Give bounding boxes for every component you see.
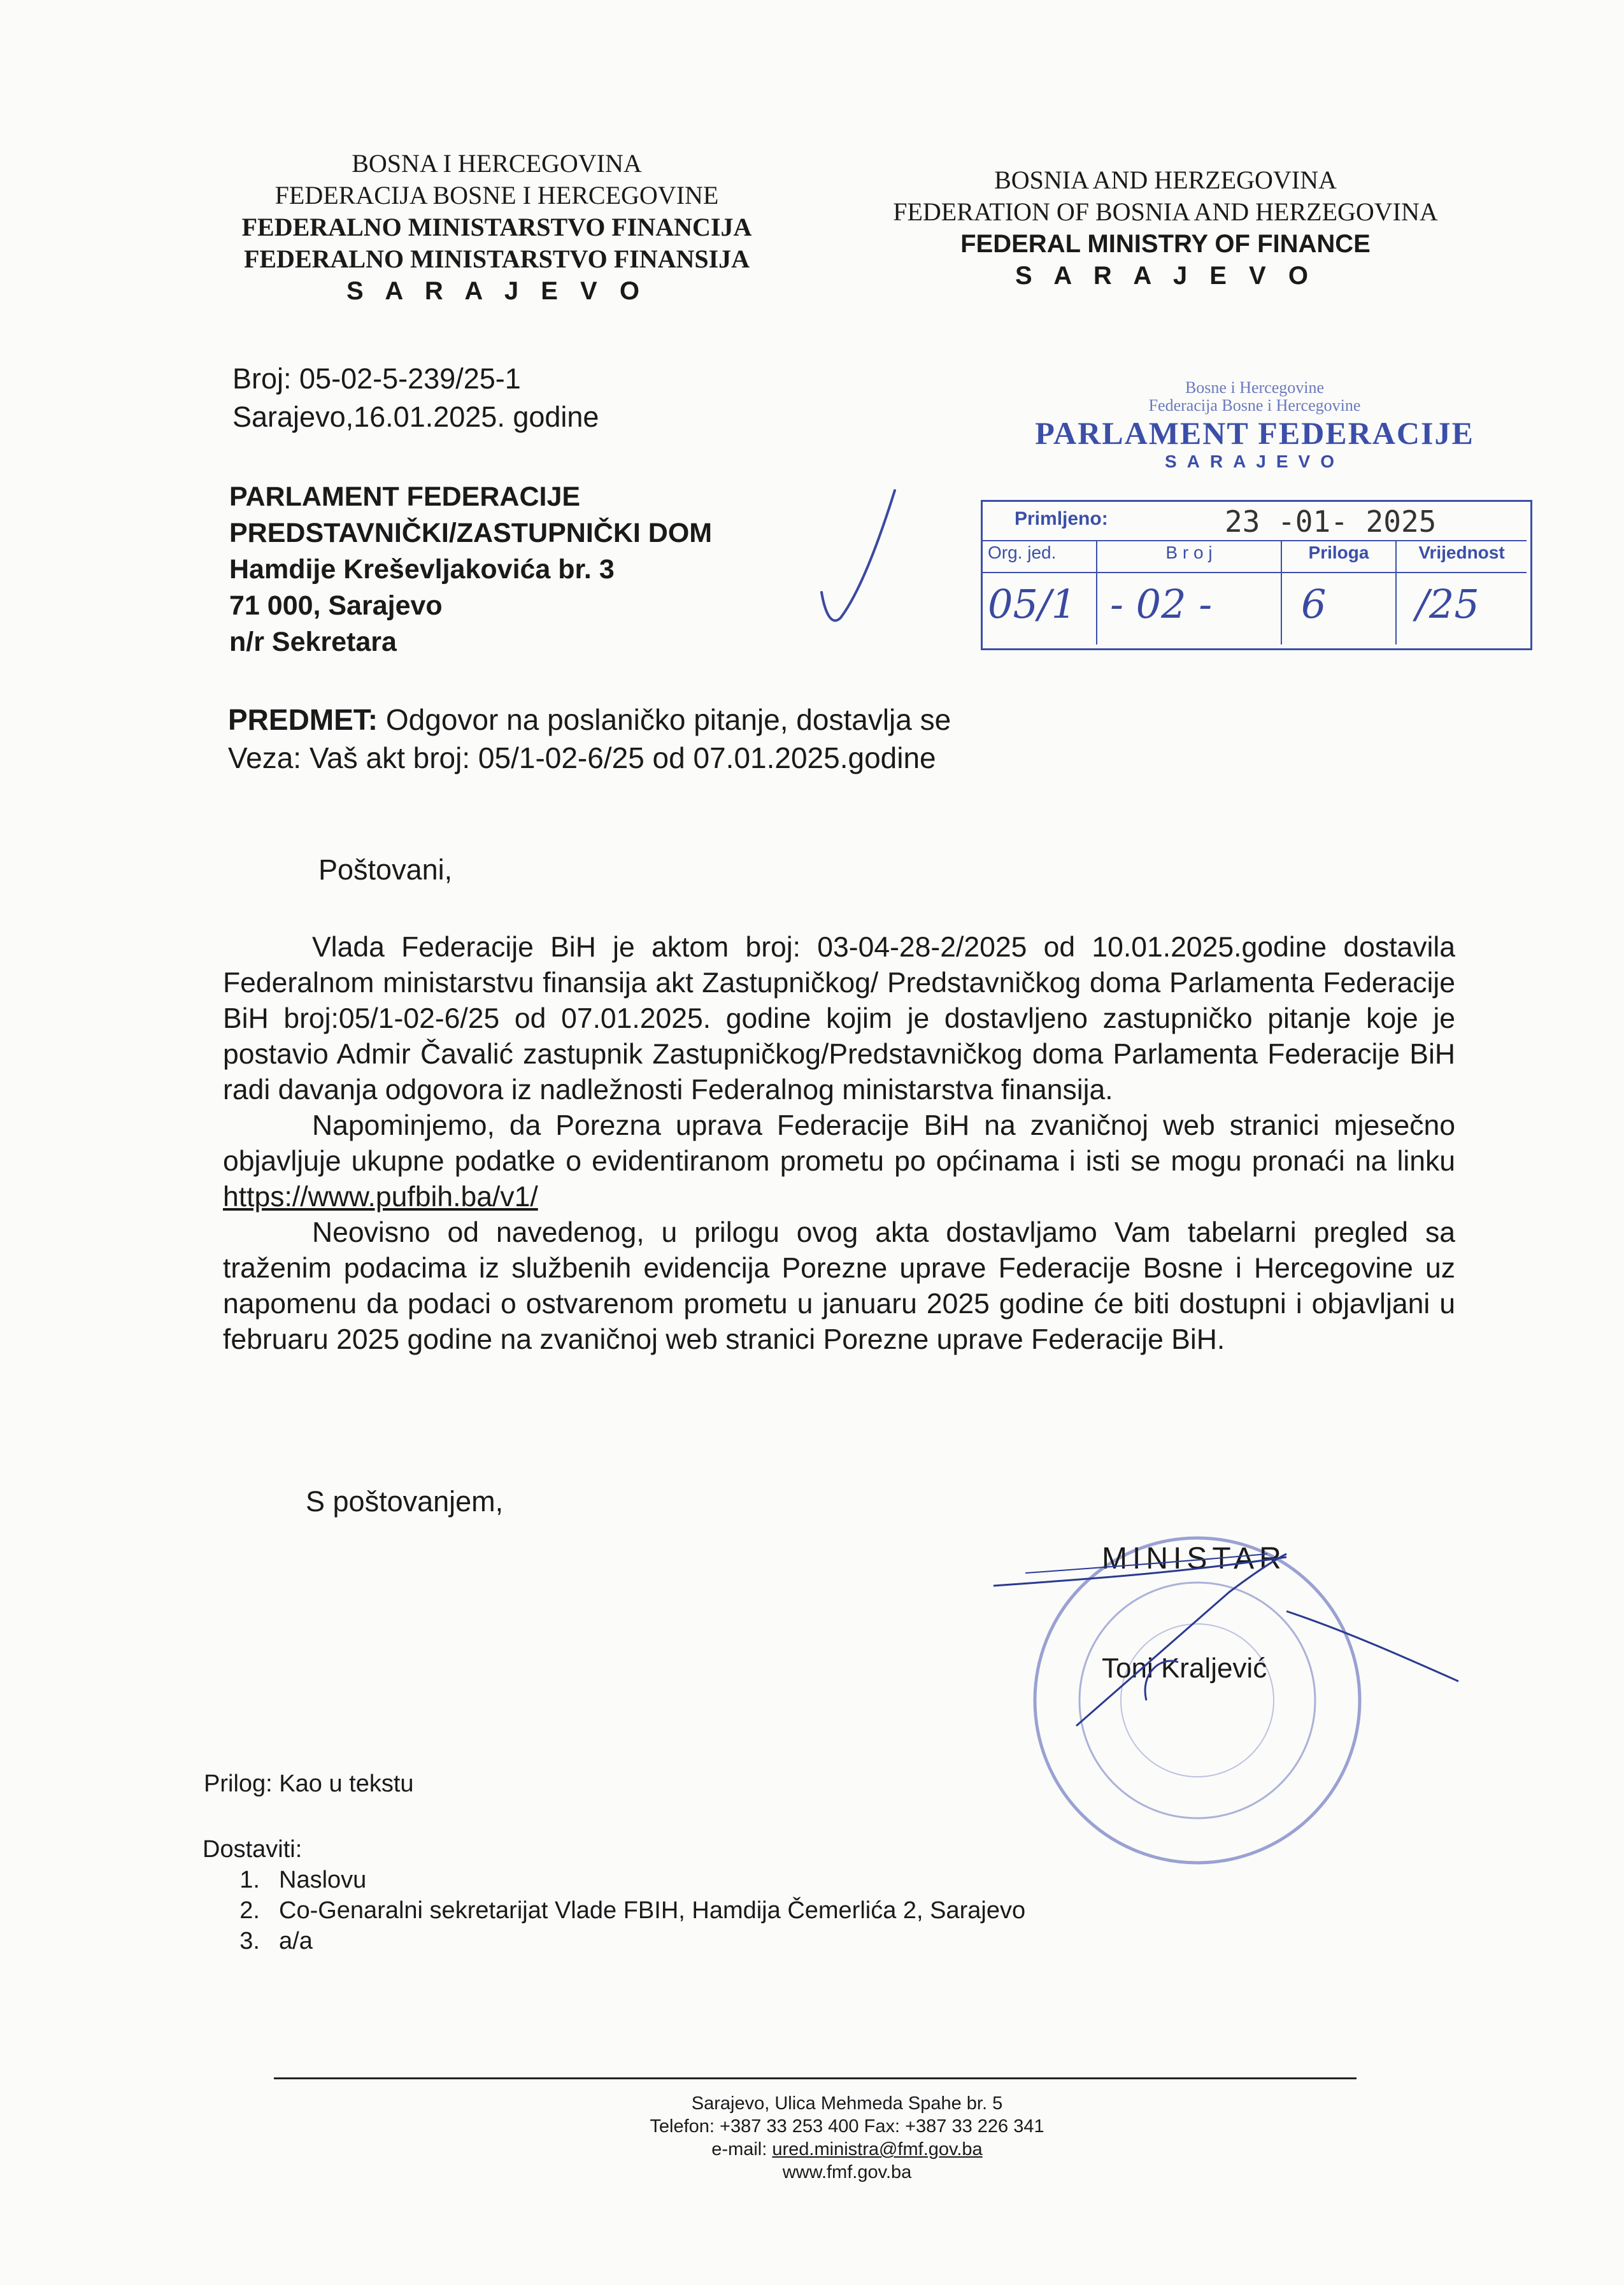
delivery-item [203,1926,1025,1956]
body-paragraph-2-text: Napominjemo, da Porezna uprava Federacije BiH na zvaničnoj web stranici mjesečno objavljuje ukupne podatke o evidentiranom prometu po općinama i isti se mogu pronaći na linku [223,1110,1455,1177]
body-paragraph-1: Vlada Federacije BiH je aktom broj: 03-04-28-2/2025 od 10.01.2025.godine dostavila Federalnom ministarstvu finansija akt Zastupničkog/ Predstavničkog doma Parlamenta Federacije BiH broj:05/1-02-6/25 od 07.01.2025. godine kojim je dostavljeno zastupničko pitanje koje je postavio Admir Čavalić zastupnik Zastupničkog/Predstavničkog doma Parlamenta Federacije BiH radi davanja odgovora iz nadležnosti Federalnog ministarstva finansija. [223,932,1455,1106]
subject-label: PREDMET: [228,703,378,736]
stamp-value-label-cell [1397,541,1527,573]
stamp-attachments-label: Priloga [1308,543,1369,562]
delivery-item-number: 1. [239,1867,260,1893]
signature-name: Toni Kraljević [1102,1653,1267,1684]
footer-phone: Telefon: +387 33 253 400 Fax: +387 33 226 341 [650,2116,1044,2137]
recipient-address [229,479,712,660]
header-right-city: S A R A J E V O [1015,262,1316,290]
subject-reference: Veza: Vaš akt broj: 05/1-02-6/25 od 07.01.2025.godine [228,741,936,774]
header-left-ministry-1: FEDERALNO MINISTARSTVO FINANCIJA [241,213,752,241]
body-paragraph-3: Neovisno od navedenog, u prilogu ovog akta dostavljamo Vam tabelarni pregled sa traženim podacima iz službenih evidencija Porezne uprave Federacije Bosne i Hercegovine uz napomenu da podaci o ostvarenom prometu u januaru 2025 godine će biti dostupni i objavljani u februaru 2025 godine na zvaničnoj web stranici Porezne uprave Federacije BiH. [223,1217,1455,1355]
stamp-attachments-value: 6 [1301,581,1327,627]
stamp-country: Bosne i Hercegovine [1185,378,1325,397]
stamp-org-label: Org. jed. [988,543,1057,562]
delivery-item-text: a/a [279,1928,313,1954]
handwritten-check-mark [815,484,898,637]
recipient-city: 71 000, Sarajevo [229,590,443,621]
stamp-value-value: /25 [1416,581,1479,627]
stamp-number-label: B r o j [1165,543,1213,562]
header-left-ministry-2: FEDERALNO MINISTARSTVO FINANSIJA [243,245,750,273]
delivery-item-number: 2. [239,1897,260,1924]
header-left-federation: FEDERACIJA BOSNE I HERCEGOVINE [274,181,719,210]
header-left-country: BOSNA I HERCEGOVINA [352,149,642,178]
subject-block [228,701,951,777]
delivery-list [203,1834,1025,1956]
header-right-federation: FEDERATION OF BOSNIA AND HERZEGOVINA [893,197,1438,226]
footer [560,2092,1134,2184]
footer-email-label: e-mail: [711,2139,773,2160]
attachment-note: Prilog: Kao u tekstu [204,1770,414,1797]
recipient-house: PREDSTAVNIČKI/ZASTUPNIČKI DOM [229,518,713,548]
footer-website[interactable]: www.fmf.gov.ba [782,2162,912,2182]
recipient-parliament: PARLAMENT FEDERACIJE [229,481,581,512]
subject-text: Odgovor na poslaničko pitanje, dostavlja se [378,703,951,736]
document-number: Broj: 05-02-5-239/25-1 [232,362,521,395]
stamp-value-value-cell [1397,573,1527,644]
stamp-org-value: 05/1 [988,581,1077,627]
header-left-city: S A R A J E V O [346,277,647,305]
header-right-country: BOSNIA AND HERZEGOVINA [994,166,1337,194]
delivery-item [203,1865,1025,1895]
stamp-attachments-label-cell [1282,541,1397,573]
recipient-street: Hamdije Kreševljakovića br. 3 [229,554,615,585]
salutation: Poštovani, [318,853,453,886]
delivery-item-text: Naslovu [279,1867,367,1893]
stamp-city: SARAJEVO [1164,452,1345,471]
stamp-title: PARLAMENT FEDERACIJE [1035,415,1474,451]
delivery-label: Dostaviti: [203,1836,303,1863]
stamp-federation: Federacija Bosne i Hercegovine [1148,396,1361,415]
stamp-number-value-cell [1097,573,1282,644]
stamp-value-label: Vrijednost [1418,543,1505,562]
receipt-stamp [981,379,1535,653]
handwritten-signature [987,1535,1471,1802]
footer-divider [274,2077,1357,2079]
document-meta [232,360,599,436]
stamp-org-label-cell [983,541,1097,573]
document-place-date: Sarajevo,16.01.2025. godine [232,401,599,433]
delivery-item-text: Co-Genaralni sekretarijat Vlade FBIH, Hamdija Čemerlića 2, Sarajevo [279,1897,1026,1924]
stamp-number-label-cell [1097,541,1282,573]
footer-address: Sarajevo, Ulica Mehmeda Spahe br. 5 [691,2093,1003,2114]
delivery-item [203,1895,1025,1926]
delivery-item-number: 3. [239,1928,260,1954]
recipient-attention: n/r Sekretara [229,627,397,657]
footer-email-link[interactable]: ured.ministra@fmf.gov.ba [772,2139,983,2160]
pufbih-link[interactable]: https://www.pufbih.ba/v1/ [223,1181,538,1213]
letter-body [223,930,1455,1358]
stamp-number-value: - 02 - [1110,581,1213,627]
stamp-attachments-value-cell [1282,573,1397,644]
stamp-received-date: 23 -01- 2025 [1225,504,1437,539]
stamp-received-label: Primljeno: [1015,508,1108,529]
stamp-org-value-cell [983,573,1097,644]
signature-title: MINISTAR [1102,1542,1286,1576]
header-right-ministry: FEDERAL MINISTRY OF FINANCE [960,230,1371,258]
header-left [210,148,783,307]
closing: S poštovanjem, [306,1485,504,1518]
delivery-items [203,1865,1025,1956]
stamp-grid [981,500,1532,650]
header-right [847,164,1484,292]
body-paragraph-2 [223,1108,1455,1215]
stamp-received-row [983,502,1527,541]
